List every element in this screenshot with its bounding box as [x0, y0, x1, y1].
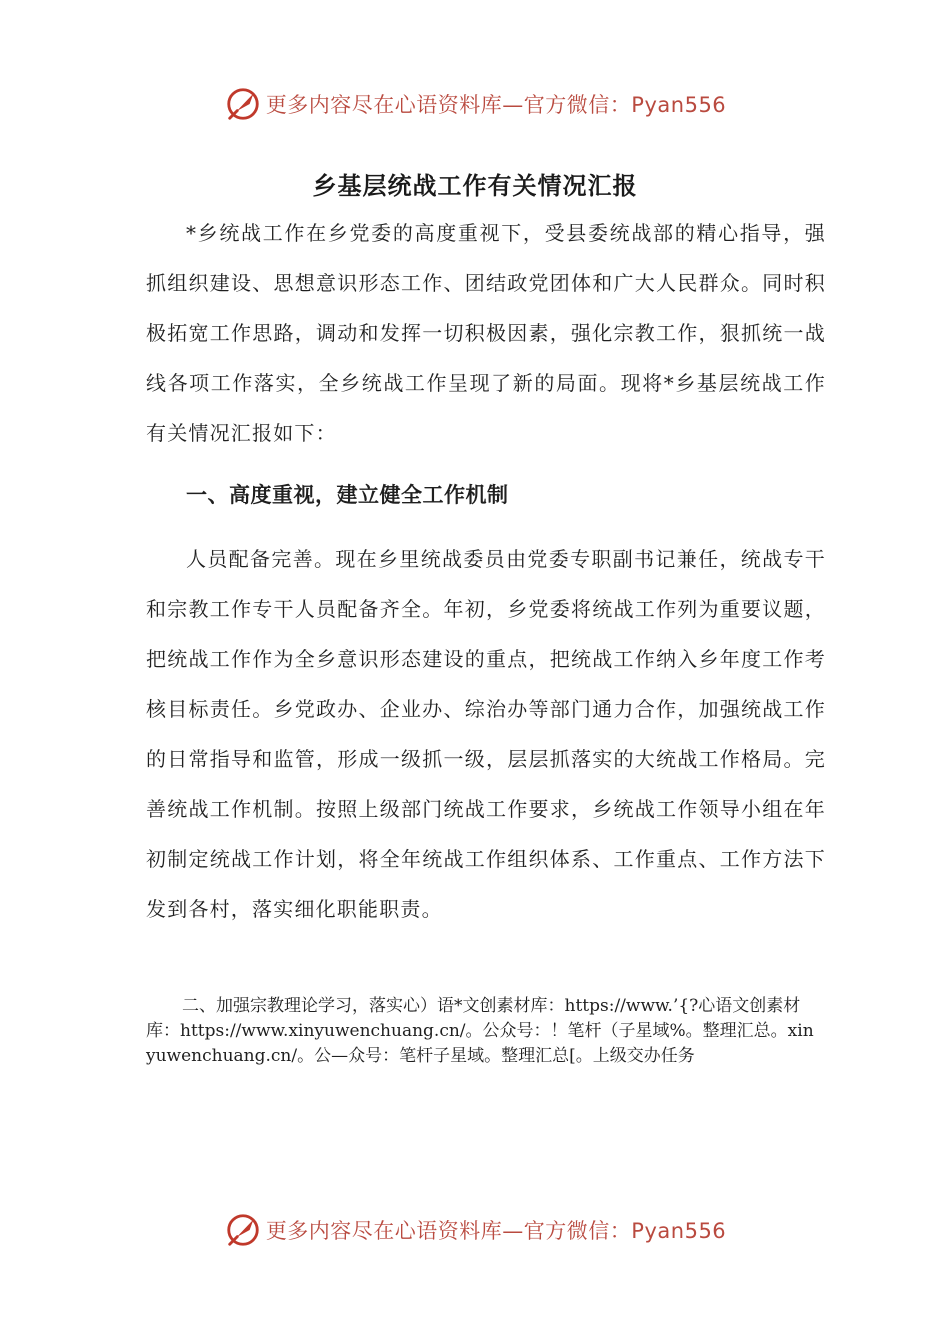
header-watermark-text: 更多内容尽在心语资料库—官方微信：Pyan556: [265, 93, 727, 117]
quill-logo-icon: [224, 1211, 262, 1249]
footer-watermark-banner: [0, 1210, 950, 1250]
section-1-heading: 一、高度重视，建立健全工作机制: [186, 482, 509, 507]
footer-watermark-text: 更多内容尽在心语资料库—官方微信：Pyan556: [265, 1219, 727, 1243]
quill-logo-icon: [224, 85, 262, 123]
section-1-paragraph: 人员配备完善。现在乡里统战委员由党委专职副书记兼任，统战专干和宗教工作专干人员配备齐全。年初，乡党委将统战工作列为重要议题，把统战工作作为全乡意识形态建设的重点，把统战工作纳入乡年度工作考核目标责任。乡党政办、企业办、综治办等部门通力合作，加强统战工作的日常指导和监管，形成一级抓一级，层层抓落实的大统战工作格局。完善统战工作机制。按照上级部门统战工作要求，乡统战工作领导小组在年初制定统战工作计划，将全年统战工作组织体系、工作重点、工作方法下发到各村，落实细化职能职责。: [146, 547, 826, 921]
header-watermark-banner: [0, 84, 950, 124]
intro-paragraph: *乡统战工作在乡党委的高度重视下，受县委统战部的精心指导，强抓组织建设、思想意识形态工作、团结政党团体和广大人民群众。同时积极拓宽工作思路，调动和发挥一切积极因素，强化宗教工作，狠抓统一战线各项工作落实，全乡统战工作呈现了新的局面。现将*乡基层统战工作有关情况汇报如下：: [146, 221, 826, 445]
document-title: 乡基层统战工作有关情况汇报: [312, 171, 638, 201]
section-2-paragraph: 二、加强宗教理论学习，落实心）语*文创素材库：https://www.’{?心语文创素材库：https://www.xinyuwenchuang.cn/。公众号：！笔杆（子星域%。整理汇总。xinyuwenchuang.cn/。公—众号：笔杆子星域。整理汇总[。上级交办任务: [146, 996, 814, 1066]
